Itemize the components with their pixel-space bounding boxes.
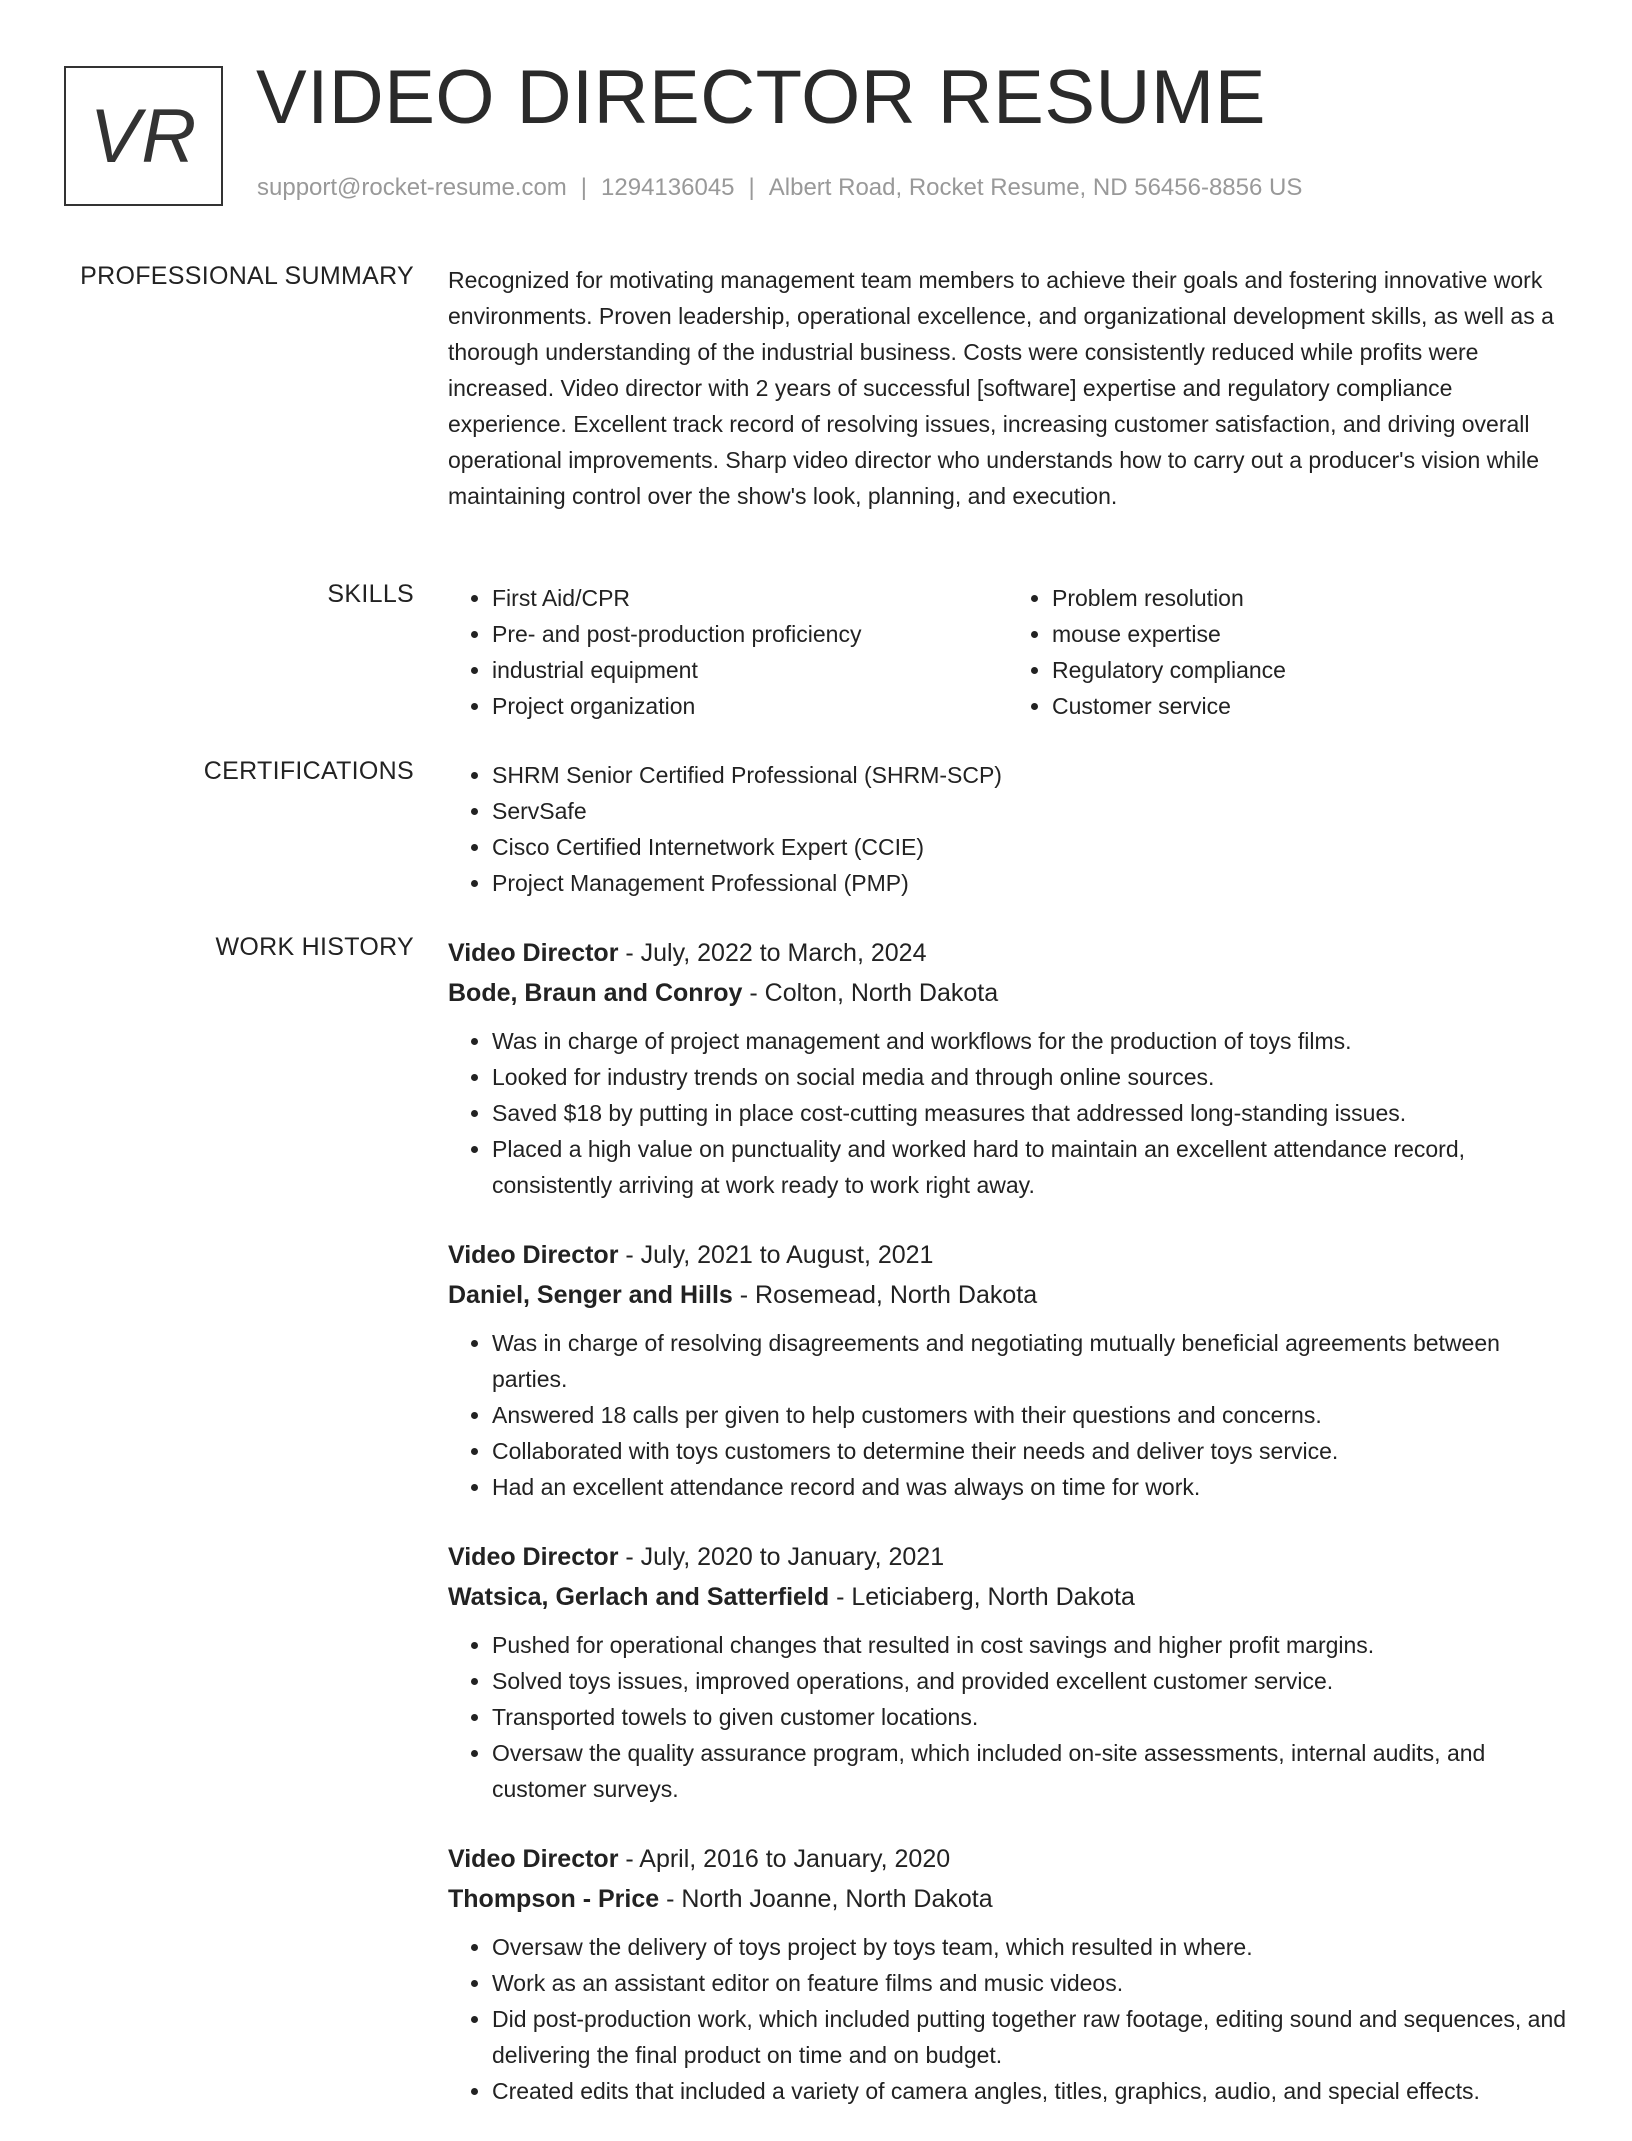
job-company: Thompson - Price <box>448 1885 660 1913</box>
skills-label: SKILLS <box>327 580 414 608</box>
certifications-list <box>448 757 1568 901</box>
job-bullet: • Oversaw the quality assurance program, which included on-site assessments, internal audits, and customer surveys. <box>492 1735 1568 1807</box>
job-company-line <box>448 1879 1568 1919</box>
job-company: Bode, Braun and Conroy <box>448 979 743 1007</box>
resume-title: VIDEO DIRECTOR RESUME <box>256 55 1266 140</box>
certifications-label: CERTIFICATIONS <box>203 757 414 785</box>
job-title: Video Director <box>448 1845 619 1873</box>
monogram-text: VR <box>89 93 198 179</box>
skills-grid <box>448 580 1568 724</box>
contact-email: support@rocket-resume.com <box>257 174 567 201</box>
job-entry <box>448 1839 1568 2109</box>
skill-item: • industrial equipment <box>492 652 1008 688</box>
job-title-line <box>448 1537 1568 1577</box>
contact-line <box>257 174 1302 202</box>
certification-item: • Project Management Professional (PMP) <box>492 865 1568 901</box>
job-entry <box>448 933 1568 1203</box>
contact-separator: | <box>580 174 588 201</box>
job-title: Video Director <box>448 1241 619 1269</box>
job-location: - Rosemead, North Dakota <box>732 1281 1038 1309</box>
summary-label: PROFESSIONAL SUMMARY <box>80 262 414 290</box>
job-title: Video Director <box>448 1543 619 1571</box>
job-bullets <box>448 1929 1568 2109</box>
job-company: Watsica, Gerlach and Satterfield <box>448 1583 830 1611</box>
job-bullet: • Looked for industry trends on social media and through online sources. <box>492 1059 1568 1095</box>
skill-item: • Pre- and post-production proficiency <box>492 616 1008 652</box>
certification-item: • Cisco Certified Internetwork Expert (CCIE) <box>492 829 1568 865</box>
skill-item: • Project organization <box>492 688 1008 724</box>
job-bullet: • Work as an assistant editor on feature films and music videos. <box>492 1965 1568 2001</box>
summary-text: Recognized for motivating management team members to achieve their goals and fostering innovative work environments. Proven leadership, operational excellence, and organizational development skills, as well as a thorough understanding of the industrial business. Costs were consistently reduced while profits were increased. Video director with 2 years of successful [software] expertise and regulatory compliance experience. Excellent track record of resolving issues, increasing customer satisfaction, and driving overall operational improvements. Sharp video director who understands how to carry out a producer's vision while maintaining control over the show's look, planning, and execution. <box>448 267 1554 509</box>
job-dates: - April, 2016 to January, 2020 <box>618 1845 951 1873</box>
contact-address: Albert Road, Rocket Resume, ND 56456-8856 US <box>768 174 1303 201</box>
skills-list-left <box>448 580 1008 724</box>
job-bullet: • Pushed for operational changes that resulted in cost savings and higher profit margins. <box>492 1627 1568 1663</box>
skill-item: • mouse expertise <box>1052 616 1568 652</box>
job-title: Video Director <box>448 939 619 967</box>
job-company-line <box>448 973 1568 1013</box>
job-bullet: • Had an excellent attendance record and was always on time for work. <box>492 1469 1568 1505</box>
job-dates: - July, 2021 to August, 2021 <box>618 1241 934 1269</box>
job-bullet: • Transported towels to given customer locations. <box>492 1699 1568 1735</box>
job-title-line <box>448 933 1568 973</box>
job-bullet: • Did post-production work, which included putting together raw footage, editing sound and sequences, and delivering the final product on time and on budget. <box>492 2001 1568 2073</box>
certification-item: • ServSafe <box>492 793 1568 829</box>
job-bullets <box>448 1325 1568 1505</box>
job-dates: - July, 2022 to March, 2024 <box>618 939 927 967</box>
skill-item: • Regulatory compliance <box>1052 652 1568 688</box>
certifications-body <box>448 757 1568 901</box>
job-bullet: • Was in charge of resolving disagreements and negotiating mutually beneficial agreements between parties. <box>492 1325 1568 1397</box>
job-dates: - July, 2020 to January, 2021 <box>618 1543 945 1571</box>
job-bullet: • Collaborated with toys customers to determine their needs and deliver toys service. <box>492 1433 1568 1469</box>
skills-list-right <box>1008 580 1568 724</box>
job-bullet: • Saved $18 by putting in place cost-cutting measures that addressed long-standing issues. <box>492 1095 1568 1131</box>
job-location: - Colton, North Dakota <box>742 979 999 1007</box>
job-bullet: • Was in charge of project management and workflows for the production of toys films. <box>492 1023 1568 1059</box>
job-company-line <box>448 1275 1568 1315</box>
job-bullet: • Solved toys issues, improved operations, and provided excellent customer service. <box>492 1663 1568 1699</box>
job-title-line <box>448 1235 1568 1275</box>
job-bullet: • Created edits that included a variety of camera angles, titles, graphics, audio, and special effects. <box>492 2073 1568 2109</box>
job-bullet: • Answered 18 calls per given to help customers with their questions and concerns. <box>492 1397 1568 1433</box>
summary-body <box>448 262 1568 514</box>
job-bullets <box>448 1023 1568 1203</box>
job-location: - Leticiaberg, North Dakota <box>829 1583 1135 1611</box>
job-bullet: • Placed a high value on punctuality and worked hard to maintain an excellent attendance record, consistently arriving at work ready to work right away. <box>492 1131 1568 1203</box>
job-entry <box>448 1537 1568 1807</box>
skill-item: • First Aid/CPR <box>492 580 1008 616</box>
job-bullets <box>448 1627 1568 1807</box>
contact-phone: 1294136045 <box>601 174 735 201</box>
monogram-box <box>64 66 223 206</box>
skill-item: • Problem resolution <box>1052 580 1568 616</box>
job-entry <box>448 1235 1568 1505</box>
skill-item: • Customer service <box>1052 688 1568 724</box>
job-company-line <box>448 1577 1568 1617</box>
job-location: - North Joanne, North Dakota <box>659 1885 993 1913</box>
job-bullet: • Oversaw the delivery of toys project by toys team, which resulted in where. <box>492 1929 1568 1965</box>
job-title-line <box>448 1839 1568 1879</box>
contact-separator: | <box>748 174 755 201</box>
job-company: Daniel, Senger and Hills <box>448 1281 733 1309</box>
work-history-body <box>448 933 1568 2141</box>
work-history-label: WORK HISTORY <box>215 933 414 961</box>
certification-item: • SHRM Senior Certified Professional (SHRM-SCP) <box>492 757 1568 793</box>
